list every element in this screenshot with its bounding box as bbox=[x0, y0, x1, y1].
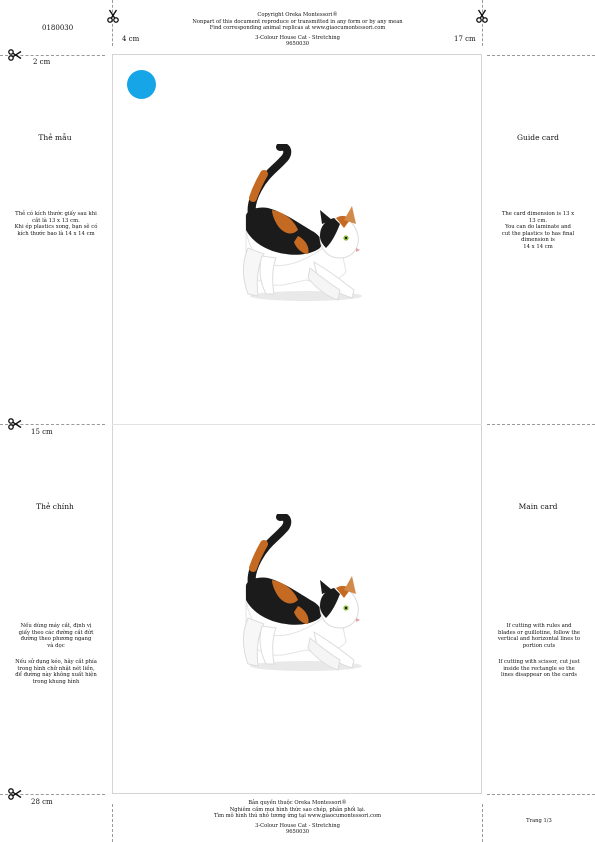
cut-line-top-right bbox=[487, 55, 595, 56]
website-line: Find corresponding animal replicas at www.giaocumontessori.com bbox=[209, 25, 386, 32]
footer-product-name: 3-Colour House Cat - Stretching bbox=[255, 822, 340, 829]
footer-website: Tìm mô hình thú nhỏ tương ứng tại www.giaocumontessori.com bbox=[213, 813, 382, 820]
note-line: giấy theo các đường cắt đứt bbox=[18, 629, 94, 636]
footer-copyright: Bản quyền thuộc Oreka Montessori® bbox=[248, 800, 347, 806]
scissors-icon bbox=[8, 48, 22, 62]
note-line: trong hình chữ nhật nét liền, bbox=[17, 665, 95, 672]
page-number: Trang 1/3 bbox=[526, 818, 552, 824]
note-line: portion cuts bbox=[522, 642, 556, 649]
measure-bottom: 28 cm bbox=[31, 798, 53, 806]
note-line: 14 x 14 cm bbox=[523, 243, 553, 250]
footer-block bbox=[180, 800, 415, 836]
guide-card-heading-en: Guide card bbox=[517, 133, 559, 142]
cut-line-middle-right bbox=[487, 424, 595, 425]
measure-middle: 15 cm bbox=[31, 428, 53, 436]
note-line: dimension is bbox=[521, 237, 555, 244]
product-code: 9650030 bbox=[285, 41, 310, 48]
note-line: cắt là 13 x 13 cm. bbox=[32, 217, 80, 224]
note-line: You can do laminate and bbox=[505, 224, 571, 231]
scissors-icon bbox=[8, 787, 22, 801]
note-line: blades or guillotine, follow the bbox=[497, 629, 580, 636]
copyright-line: Copyright Oreka Montessori® bbox=[257, 12, 338, 18]
main-card-heading-vi: Thẻ chính bbox=[36, 502, 74, 511]
note-line: Thẻ có kích thước giấy sau khi bbox=[15, 211, 97, 217]
main-card-note-vi-2 bbox=[8, 659, 104, 685]
cut-line-right-top bbox=[482, 0, 483, 46]
main-card-heading-en: Main card bbox=[518, 502, 558, 511]
note-line: If cutting with rules and bbox=[506, 623, 572, 629]
control-dot bbox=[127, 70, 156, 99]
scissors-icon bbox=[106, 9, 120, 23]
note-line: để đường này không xuất hiện bbox=[15, 672, 97, 679]
rights-line: Nonpart of this document reproduce or transmitted in any form or by any mean bbox=[192, 18, 403, 25]
footer-product-code: 9650030 bbox=[285, 829, 310, 836]
cut-line-bottom-right bbox=[487, 794, 595, 795]
scissors-icon bbox=[8, 417, 22, 431]
note-line: If cutting with scissor, cut just bbox=[498, 659, 580, 665]
guide-card-heading-vi: Thẻ mẫu bbox=[38, 133, 72, 142]
note-line: đường theo phương ngang bbox=[20, 636, 92, 643]
document-code: 0180030 bbox=[42, 24, 74, 32]
note-line: Nếu sử dụng kéo, hãy cắt phía bbox=[15, 659, 97, 665]
scissors-icon bbox=[475, 9, 489, 23]
note-line: The card dimension is 13 x bbox=[501, 211, 575, 217]
main-card-note-en-1 bbox=[492, 623, 586, 649]
main-card-note-en-2 bbox=[492, 659, 586, 679]
note-line: inside the rectangle so the bbox=[503, 665, 575, 672]
note-line: lines disappear on the cards bbox=[501, 672, 577, 679]
footer-rights: Nghiêm cấm mọi hình thức sao chép, phân phối lại. bbox=[229, 806, 366, 813]
guide-card-note-vi bbox=[8, 211, 104, 237]
measure-top: 2 cm bbox=[33, 58, 51, 66]
note-line: cut the plastics to has final bbox=[501, 230, 575, 237]
card-divider bbox=[112, 424, 482, 425]
cat-illustration-main bbox=[228, 514, 368, 676]
note-line: kích thước bao là 14 x 14 cm bbox=[17, 230, 95, 237]
cut-line-left-bottom bbox=[112, 804, 113, 842]
note-line: Khi ép plastics xong, bạn sẽ có bbox=[14, 224, 98, 231]
note-line: trong khung hình bbox=[32, 678, 80, 685]
product-name: 3-Colour House Cat - Stretching bbox=[255, 34, 340, 41]
measure-right: 17 cm bbox=[454, 35, 476, 43]
header-block bbox=[180, 12, 415, 48]
main-card-note-vi-1 bbox=[8, 623, 104, 649]
guide-card-note-en bbox=[492, 211, 584, 251]
note-line: và dọc bbox=[47, 642, 65, 649]
cut-line-left-top bbox=[112, 0, 113, 46]
cut-line-right-bottom bbox=[482, 804, 483, 842]
cat-illustration-guide bbox=[228, 144, 368, 306]
note-line: 13 cm. bbox=[528, 217, 548, 224]
note-line: vertical and horizontal lines to bbox=[497, 636, 581, 643]
note-line: Nếu dùng máy cắt, định vị bbox=[20, 623, 92, 629]
measure-left: 4 cm bbox=[122, 35, 140, 43]
